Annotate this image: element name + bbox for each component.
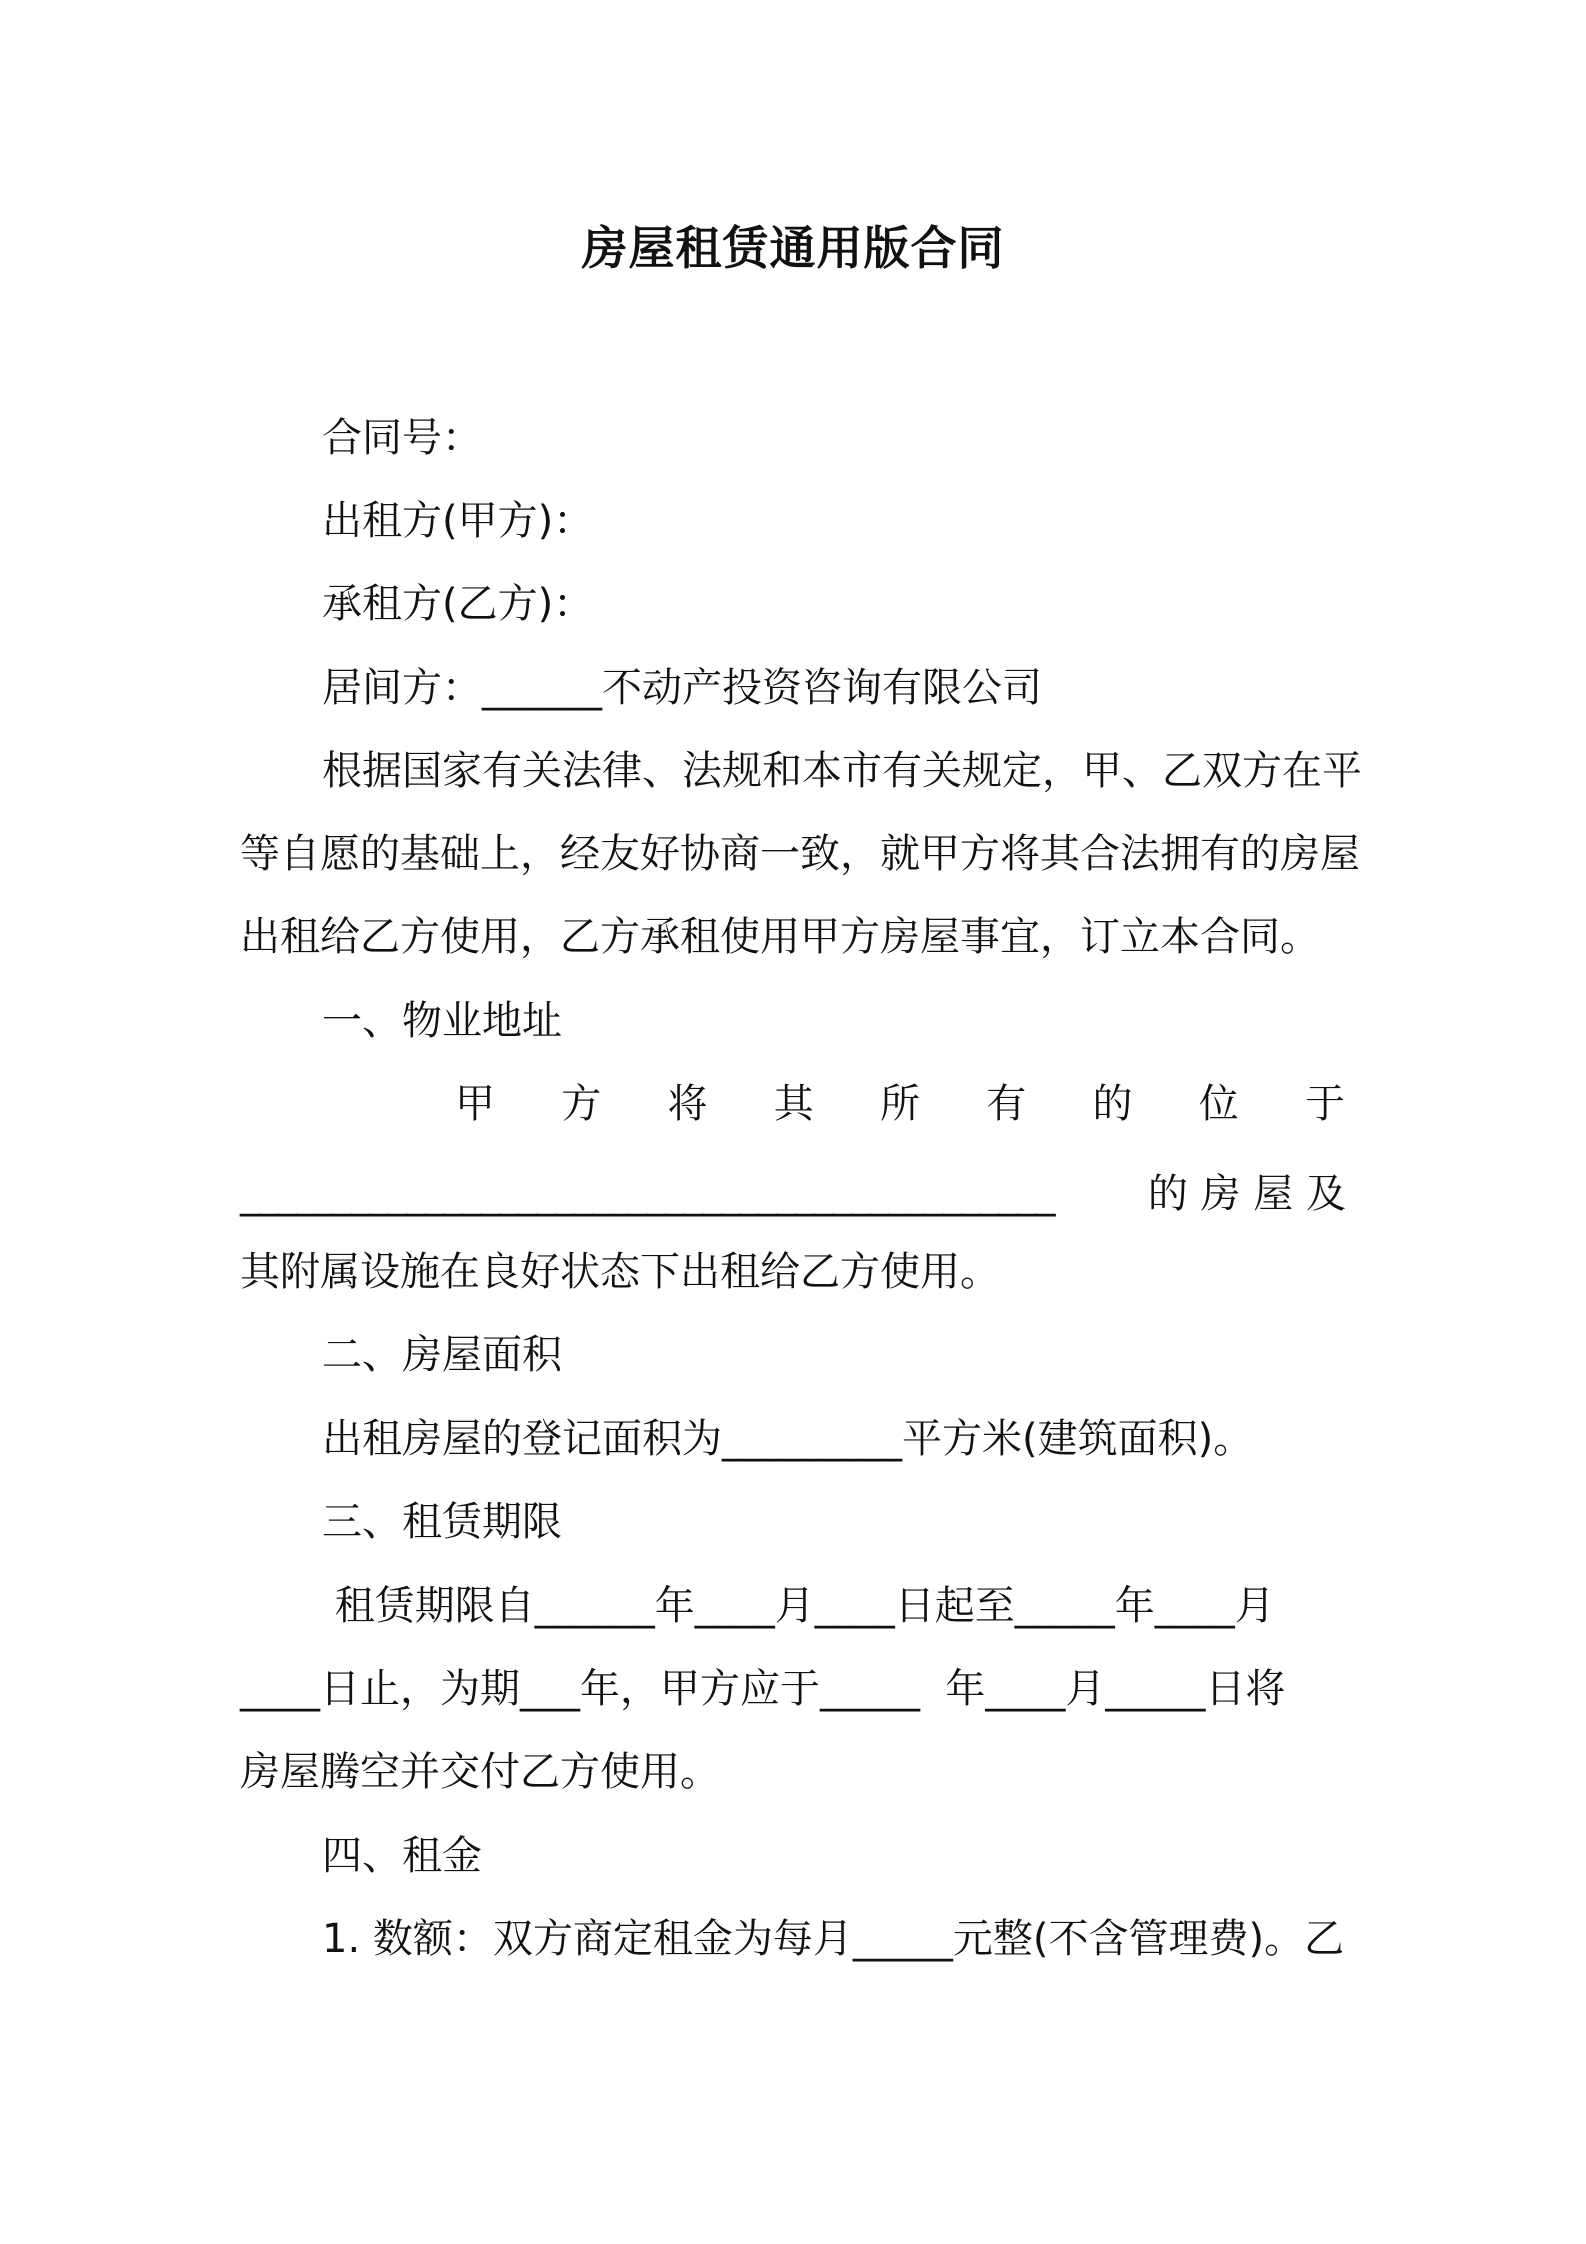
- spread-char: 甲: [455, 1081, 495, 1127]
- intermediary-line: 居间方：______不动产投资咨询有限公司: [322, 665, 1042, 711]
- preamble-line-2: 等自愿的基础上，经友好协商一致，就甲方将其合法拥有的房屋: [240, 831, 1360, 877]
- section-3-line-1: 租赁期限自______年____月____日起至_____年____月: [322, 1583, 1275, 1629]
- spread-char: 位: [1198, 1081, 1239, 1127]
- contract-number-line: 合同号：: [322, 415, 482, 461]
- spread-char: 于: [1305, 1081, 1345, 1127]
- section-4-heading: 四、租金: [322, 1833, 482, 1879]
- spread-char: 有: [986, 1081, 1027, 1127]
- address-blank: ____________________________________________: [240, 1171, 1054, 1217]
- section-4-item-1: 1. 数额：双方商定租金为每月_____元整(不含管理费)。乙: [322, 1916, 1345, 1962]
- section-3-line-2: ____日止，为期___年，甲方应于_____ 年____月_____日将: [240, 1666, 1286, 1712]
- section-2-text: 出租房屋的登记面积为_________平方米(建筑面积)。: [322, 1416, 1254, 1462]
- spread-char: 所: [880, 1081, 920, 1127]
- section-1-heading: 一、物业地址: [322, 998, 562, 1044]
- preamble-line-3: 出租给乙方使用，乙方承租使用甲方房屋事宜，订立本合同。: [240, 914, 1320, 960]
- section-1-spread-line: [455, 1078, 1345, 1130]
- lessor-line: 出租方(甲方)：: [322, 498, 594, 544]
- section-3-line-3: 房屋腾空并交付乙方使用。: [240, 1749, 720, 1795]
- section-1-last-line: 其附属设施在良好状态下出租给乙方使用。: [240, 1249, 1000, 1295]
- lessee-line: 承租方(乙方)：: [322, 581, 594, 627]
- section-2-heading: 二、房屋面积: [322, 1332, 562, 1378]
- spread-char: 将: [667, 1081, 708, 1127]
- spread-char: 的: [1092, 1081, 1133, 1127]
- spread-char: 其: [773, 1081, 814, 1127]
- preamble-line-1: 根据国家有关法律、法规和本市有关规定，甲、乙双方在平: [322, 748, 1362, 794]
- section-1-address-line: [240, 1168, 1346, 1220]
- document-title: 房屋租赁通用版合同: [581, 221, 1005, 275]
- address-tail: 的 房 屋 及: [1147, 1171, 1346, 1217]
- section-3-heading: 三、租赁期限: [322, 1499, 562, 1545]
- spread-char: 方: [561, 1081, 602, 1127]
